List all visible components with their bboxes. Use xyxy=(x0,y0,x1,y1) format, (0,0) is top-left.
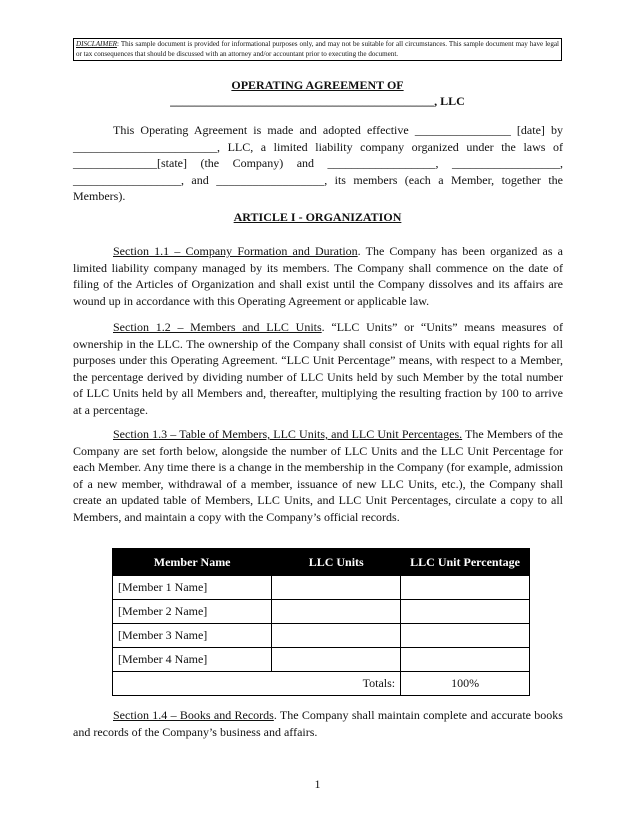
article-heading: ARTICLE I - ORGANIZATION xyxy=(233,210,402,224)
llc-units-cell xyxy=(272,648,401,672)
unit-percentage-cell xyxy=(401,648,530,672)
section-1-2 xyxy=(73,319,563,418)
document-title: OPERATING AGREEMENT OF xyxy=(231,78,404,92)
table-header-row xyxy=(113,549,530,576)
section-1-1 xyxy=(73,243,563,309)
llc-units-cell xyxy=(272,576,401,600)
members-table xyxy=(112,548,530,696)
disclaimer-text: : This sample document is provided for informational purposes only, and may not be suitable for all circumstances. This sample document may have legal or tax consequences that should be discussed with an attorney and/or accountant prior to executing the document. xyxy=(76,40,559,58)
disclaimer-box xyxy=(73,38,562,61)
section-text: . “LLC Units” or “Units” means measures of ownership in the LLC. The ownership of the Company shall consist of Units with equal rights for all purposes under this Operating Agreement. “LLC Unit Percentage” means, with respect to a Member, the percentage derived by dividing number of LLC Units held by such Member by the total number of LLC Units held by all Members and, thereafter, multiplying the resulting fraction by 100 to arrive at a percentage. xyxy=(73,320,563,417)
section-heading: Section 1.3 – Table of Members, LLC Units, and LLC Unit Percentages. xyxy=(113,427,463,441)
unit-percentage-cell xyxy=(401,624,530,648)
table-row xyxy=(113,624,530,648)
section-heading: Section 1.4 – Books and Records xyxy=(113,708,274,722)
column-header: Member Name xyxy=(113,549,272,576)
llc-units-cell xyxy=(272,600,401,624)
member-name-cell: [Member 2 Name] xyxy=(113,600,272,624)
table-row xyxy=(113,576,530,600)
section-text: The Members of the Company are set forth below, alongside the number of LLC Units and the LLC Unit Percentage for each Member. Any time there is a change in the membership in the Company (for example, admission of a new member, withdrawal of a member, issuance of new LLC Units, etc.), the Company shall create an updated table of Members, LLC Units, and LLC Unit Percentages, circulate a copy to all Members, and maintain a copy with the Company’s official records. xyxy=(73,427,563,524)
unit-percentage-cell xyxy=(401,576,530,600)
section-1-3 xyxy=(73,426,563,525)
intro-text: This Operating Agreement is made and adopted effective ________________ [date] by ________________________, LLC, a limited liability company organized under the laws of ______________[state] (the Company) and __________________, __________________, __________________, and __________________, its members (each a Member, together the Members). xyxy=(73,123,563,203)
disclaimer-label: DISCLAIMER xyxy=(76,40,117,48)
member-name-cell: [Member 3 Name] xyxy=(113,624,272,648)
company-name-line: ____________________________________________, LLC xyxy=(170,94,465,108)
intro-paragraph xyxy=(73,122,563,205)
column-header: LLC Unit Percentage xyxy=(401,549,530,576)
totals-row xyxy=(113,672,530,696)
member-name-cell: [Member 1 Name] xyxy=(113,576,272,600)
member-name-cell: [Member 4 Name] xyxy=(113,648,272,672)
section-text: . The Company shall maintain complete and accurate books and records of the Company’s business and affairs. xyxy=(73,708,563,739)
column-header: LLC Units xyxy=(272,549,401,576)
section-heading: Section 1.2 – Members and LLC Units xyxy=(113,320,322,334)
totals-percentage: 100% xyxy=(401,672,530,696)
totals-label: Totals: xyxy=(113,672,401,696)
page-number: 1 xyxy=(314,777,321,791)
section-1-4 xyxy=(73,707,563,740)
section-heading: Section 1.1 – Company Formation and Duration xyxy=(113,244,358,258)
section-text: . The Company has been organized as a limited liability company managed by its members. The Company shall commence on the date of filing of the Articles of Organization and shall exist until the Company dissolves and its affairs are wound up in accordance with this Operating Agreement or applicable law. xyxy=(73,244,564,308)
table-row xyxy=(113,648,530,672)
table-row xyxy=(113,600,530,624)
llc-units-cell xyxy=(272,624,401,648)
unit-percentage-cell xyxy=(401,600,530,624)
